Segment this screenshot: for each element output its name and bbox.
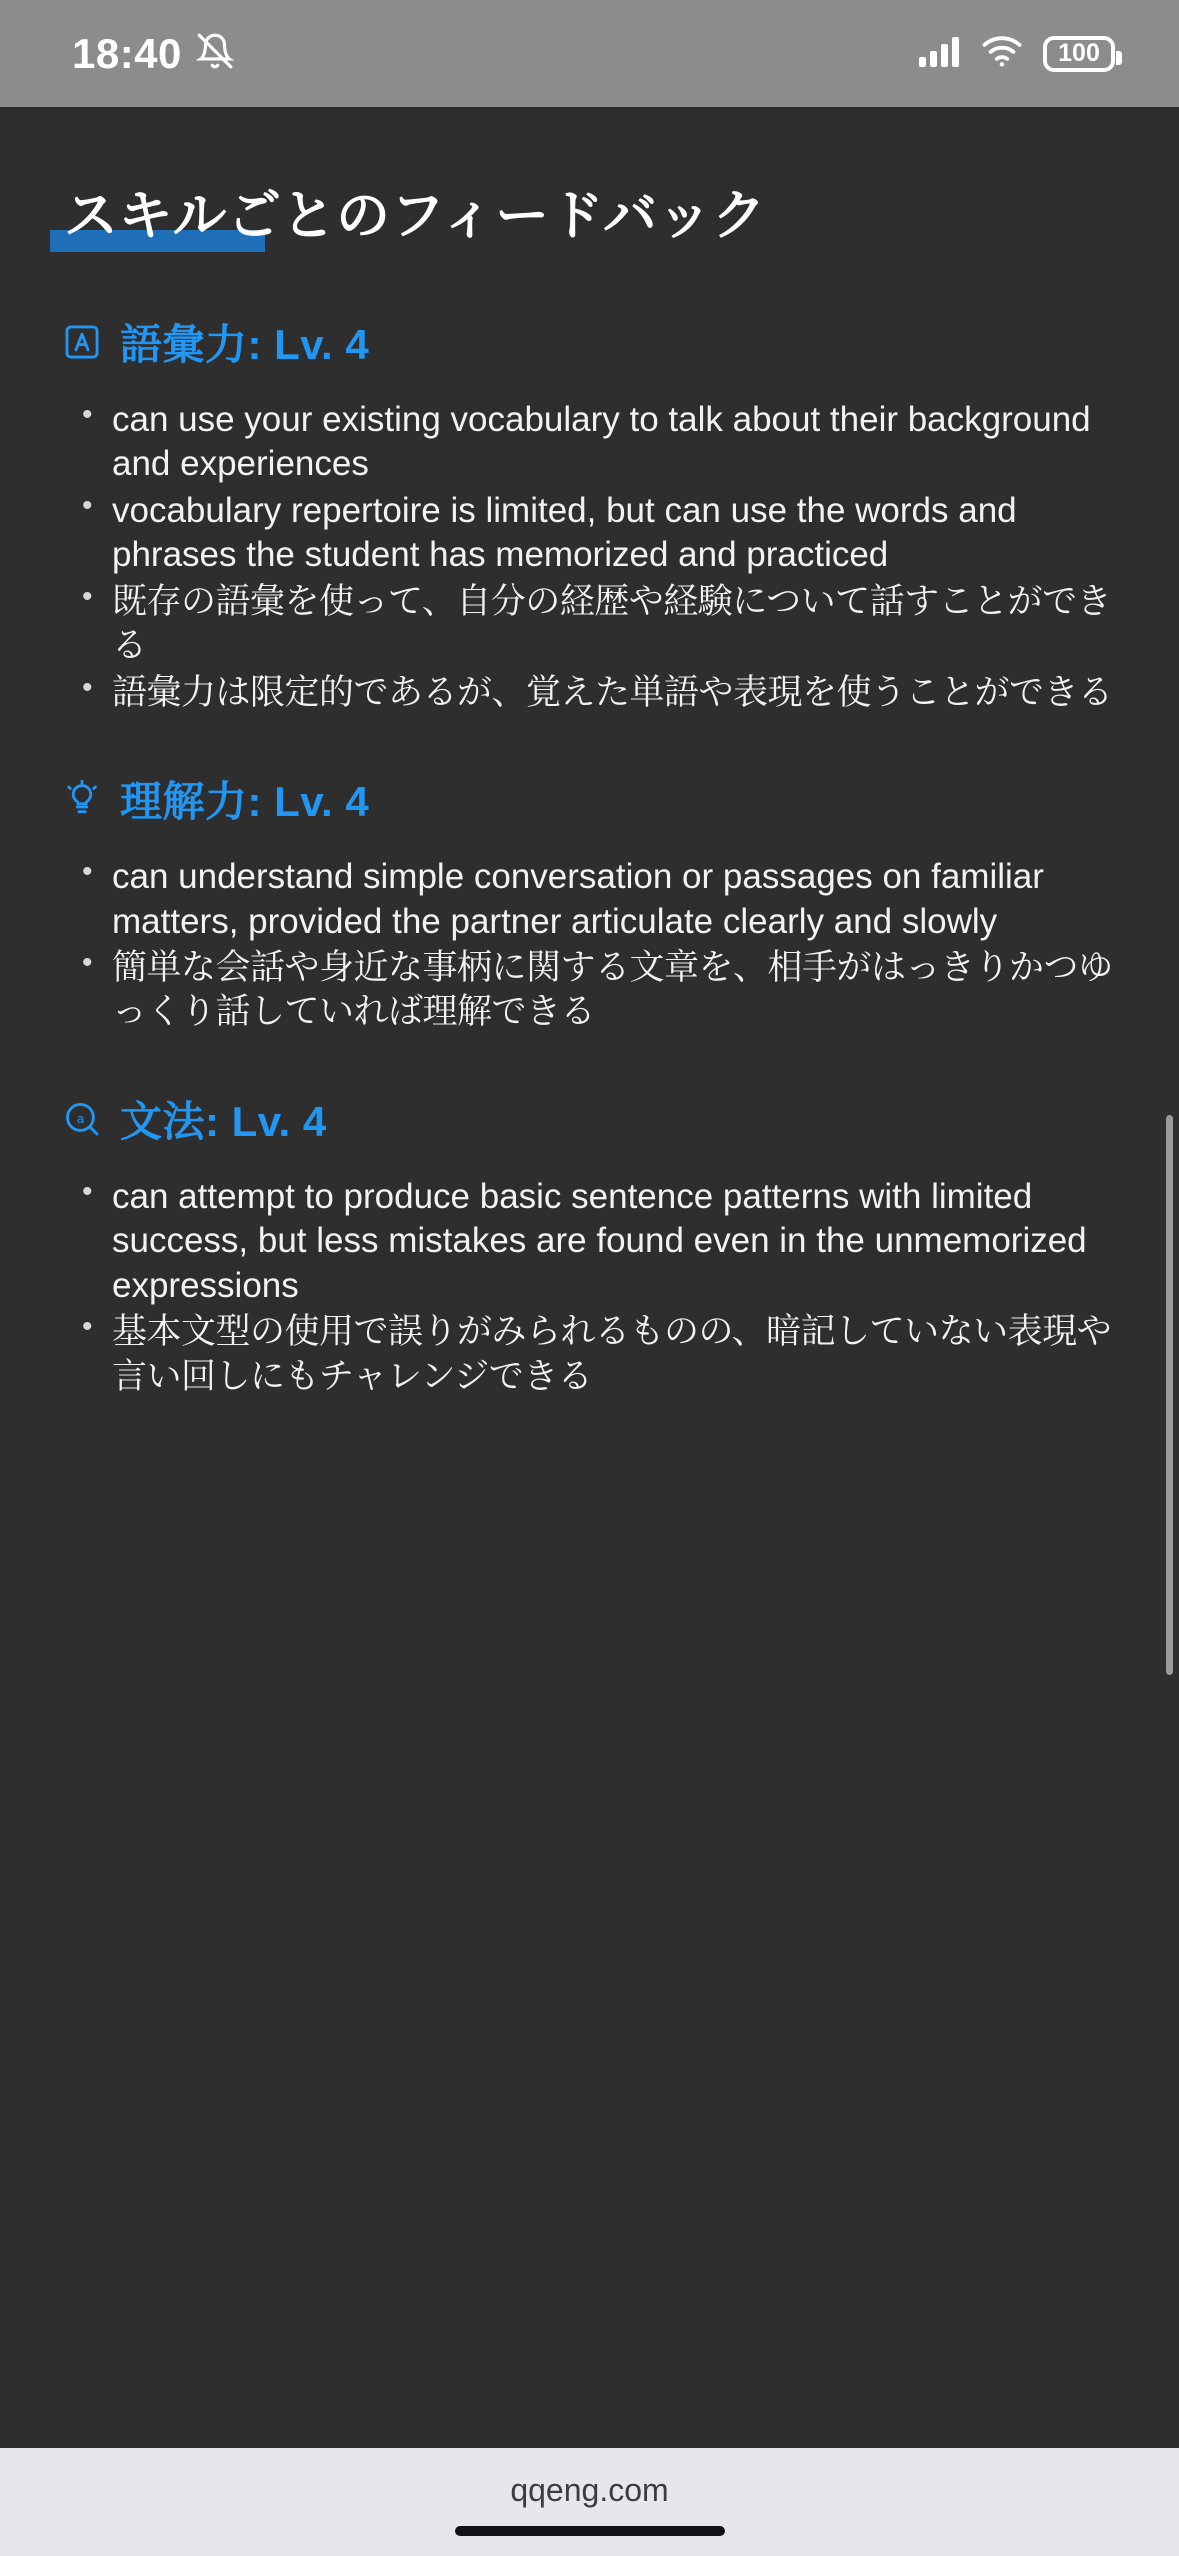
skill-section-grammar — [48, 1089, 1131, 1399]
skill-bullets-grammar — [78, 1175, 1131, 1399]
main-content — [0, 107, 1179, 1399]
list-item: • 既存の語彙を使って、自分の経歴や経験について話すことができる — [78, 580, 1131, 669]
page-title-wrap — [48, 167, 1131, 258]
grammar-badge-icon — [62, 1099, 102, 1139]
skill-section-comprehension — [48, 769, 1131, 1035]
skill-bullets-vocabulary — [78, 398, 1131, 715]
list-item: • can use your existing vocabulary to talk about their background and experiences — [78, 398, 1131, 487]
skill-header-grammar — [62, 1089, 1131, 1149]
skill-bullets-comprehension — [78, 855, 1131, 1035]
battery-level-label: 100 — [1058, 39, 1100, 67]
lightbulb-icon — [62, 779, 102, 819]
skill-section-vocabulary — [48, 312, 1131, 715]
status-bar-left — [72, 30, 234, 78]
list-item: • can attempt to produce basic sentence patterns with limited success, but less mistakes are found even in the unmemorized expressions — [78, 1175, 1131, 1308]
home-indicator[interactable] — [455, 2526, 725, 2536]
status-bar — [0, 0, 1179, 107]
battery-indicator — [1043, 36, 1115, 72]
skill-title-vocabulary: 語彙力: Lv. 4 — [120, 321, 370, 368]
vertical-scrollbar[interactable] — [1166, 1115, 1173, 1675]
page-title-text: スキルごとのフィードバック — [64, 186, 767, 246]
wifi-icon — [981, 35, 1023, 72]
cellular-signal-icon — [919, 35, 961, 72]
page-title — [64, 167, 767, 258]
skill-header-vocabulary — [62, 312, 1131, 372]
svg-text:a: a — [76, 1111, 84, 1126]
list-item: • vocabulary repertoire is limited, but can use the words and phrases the student has memorized and practiced — [78, 489, 1131, 578]
list-item: • can understand simple conversation or passages on familiar matters, provided the partner articulate clearly and slowly — [78, 855, 1131, 944]
list-item: • 基本文型の使用で誤りがみられるものの、暗記していない表現や言い回しにもチャレンジできる — [78, 1310, 1131, 1399]
list-item: • 簡単な会話や身近な事柄に関する文章を、相手がはっきりかつゆっくり話していれば理解できる — [78, 946, 1131, 1035]
bell-slash-icon — [196, 32, 234, 75]
status-bar-right — [919, 35, 1115, 72]
skill-title-comprehension: 理解力: Lv. 4 — [120, 778, 370, 826]
skill-header-comprehension — [62, 769, 1131, 829]
list-item: • 語彙力は限定的であるが、覚えた単語や表現を使うことができる — [78, 671, 1131, 715]
vocabulary-letter-icon — [62, 322, 102, 362]
browser-bottom-bar — [0, 2448, 1179, 2556]
skill-title-grammar: 文法: Lv. 4 — [120, 1097, 327, 1145]
status-bar-clock: 18:40 — [72, 29, 182, 77]
site-domain-label[interactable]: qqeng.com — [510, 2472, 669, 2508]
